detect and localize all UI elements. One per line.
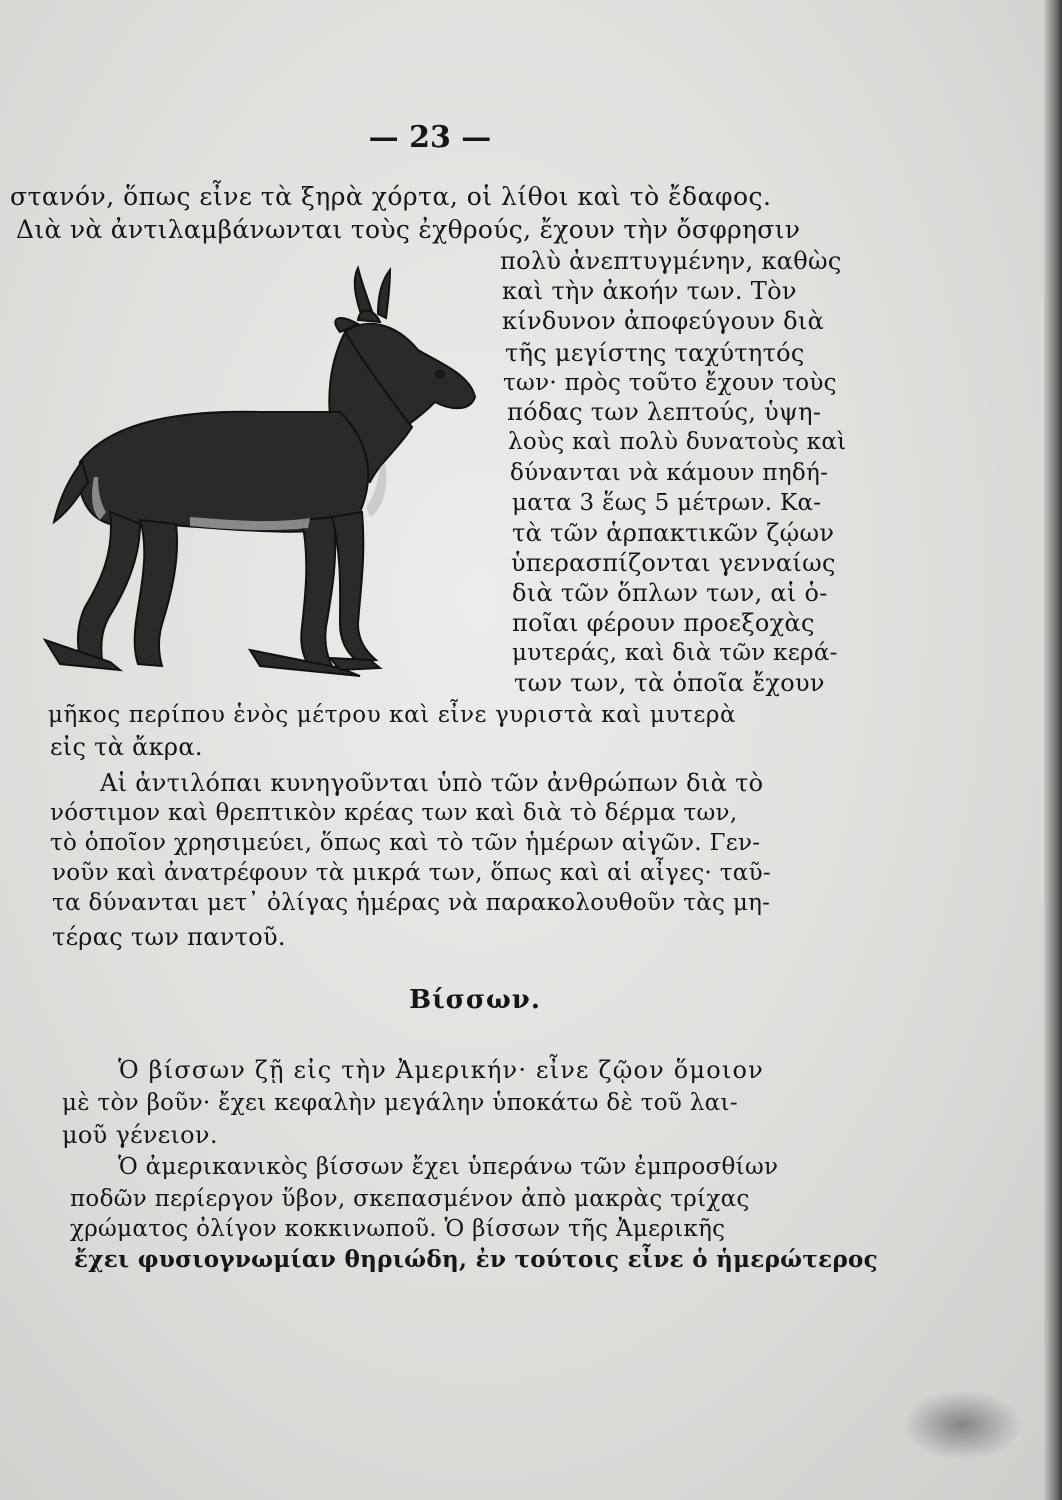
page-stain [902,1390,1022,1460]
text-line: νοῦν καὶ ἀνατρέφουν τὰ μικρά των, ὅπως καὶ αἱ αἶγες· ταῦ- [52,860,771,886]
text-line: Αἱ ἀντιλόπαι κυνηγοῦνται ὑπὸ τῶν ἀνθρώπων διὰ τὸ [100,769,764,797]
text-line: τῆς μεγίστης ταχύτητός [505,339,805,367]
text-line: τα δύνανται μετ᾽ ὀλίγας ἡμέρας νὰ παρακολουθοῦν τὰς μη- [52,890,771,916]
text-line: των των, τὰ ὁποῖα ἔχουν [514,669,825,697]
text-line: μυτεράς, καὶ διὰ τῶν κερά- [512,640,838,666]
text-line: κίνδυνον ἀποφεύγουν διὰ [502,307,825,335]
text-line: ὑπερασπίζονται γενναίως [511,549,836,577]
text-line: χρώματος ὀλίγον κοκκινωποῦ. Ὁ βίσσων τῆς Ἀμερικῆς [70,1216,726,1242]
text-line: Ὁ βίσσων ζῇ εἰς τὴν Ἀμερικήν· εἶνε ζῷον ὅμοιον [118,1056,764,1084]
text-line: τὸ ὁποῖον χρησιμεύει, ὅπως καὶ τὸ τῶν ἡμέρων αἰγῶν. Γεν- [50,830,761,856]
page-number: — 23 — [368,120,492,155]
text-line: δύνανται νὰ κάμουν πηδή- [510,460,829,486]
text-line: ποῖαι φέρουν προεξοχὰς [512,609,815,637]
text-line: τέρας των παντοῦ. [52,923,286,951]
text-line: πόδας των λεπτούς, ὑψη- [507,398,822,426]
text-line: ποδῶν περίεργον ὕβον, σκεπασμένον ἀπὸ μακρὰς τρίχας [70,1186,750,1212]
text-line: τὰ τῶν ἁρπακτικῶν ζῴων [512,519,835,547]
text-line: ματα 3 ἕως 5 μέτρων. Κα- [512,490,822,516]
book-spine-edge [1044,0,1062,1500]
text-line: διὰ τῶν ὅπλων των, αἱ ὁ- [512,579,828,607]
text-line: νόστιμον καὶ θρεπτικὸν κρέας των καὶ διὰ τὸ δέρμα των, [50,800,738,826]
text-line: Διὰ νὰ ἀντιλαμβάνωνται τοὺς ἐχθρούς, ἔχουν τὴν ὄσφρησιν [16,215,801,244]
text-line: εἰς τὰ ἄκρα. [50,733,203,761]
text-line: στανόν, ὅπως εἶνε τὰ ξηρὰ χόρτα, οἱ λίθοι καὶ τὸ ἔδαφος. [10,182,772,211]
text-line: ἔχει φυσιογνωμίαν θηριώδη, ἐν τούτοις εἶνε ὁ ἡμερώτερος [74,1246,878,1273]
text-line: μοῦ γένειον. [62,1121,218,1149]
section-heading-bison: Βίσσων. [409,985,541,1015]
text-line: καὶ τὴν ἀκοήν των. Τὸν [502,277,797,305]
text-line: των· πρὸς τοῦτο ἔχουν τοὺς [503,370,837,396]
antelope-woodcut-icon [40,262,485,682]
text-line: μῆκος περίπου ἑνὸς μέτρου καὶ εἶνε γυριστὰ καὶ μυτερὰ [48,702,737,728]
text-line: λοὺς καὶ πολὺ δυνατοὺς καὶ [508,429,847,455]
text-line: μὲ τὸν βοῦν· ἔχει κεφαλὴν μεγάλην ὑποκάτω δὲ τοῦ λαι- [62,1090,738,1116]
text-line: Ὁ ἀμερικανικὸς βίσσων ἔχει ὑπεράνω τῶν ἐμπροσθίων [118,1154,779,1180]
text-line: πολὺ ἀνεπτυγμένην, καθὼς [500,247,842,275]
